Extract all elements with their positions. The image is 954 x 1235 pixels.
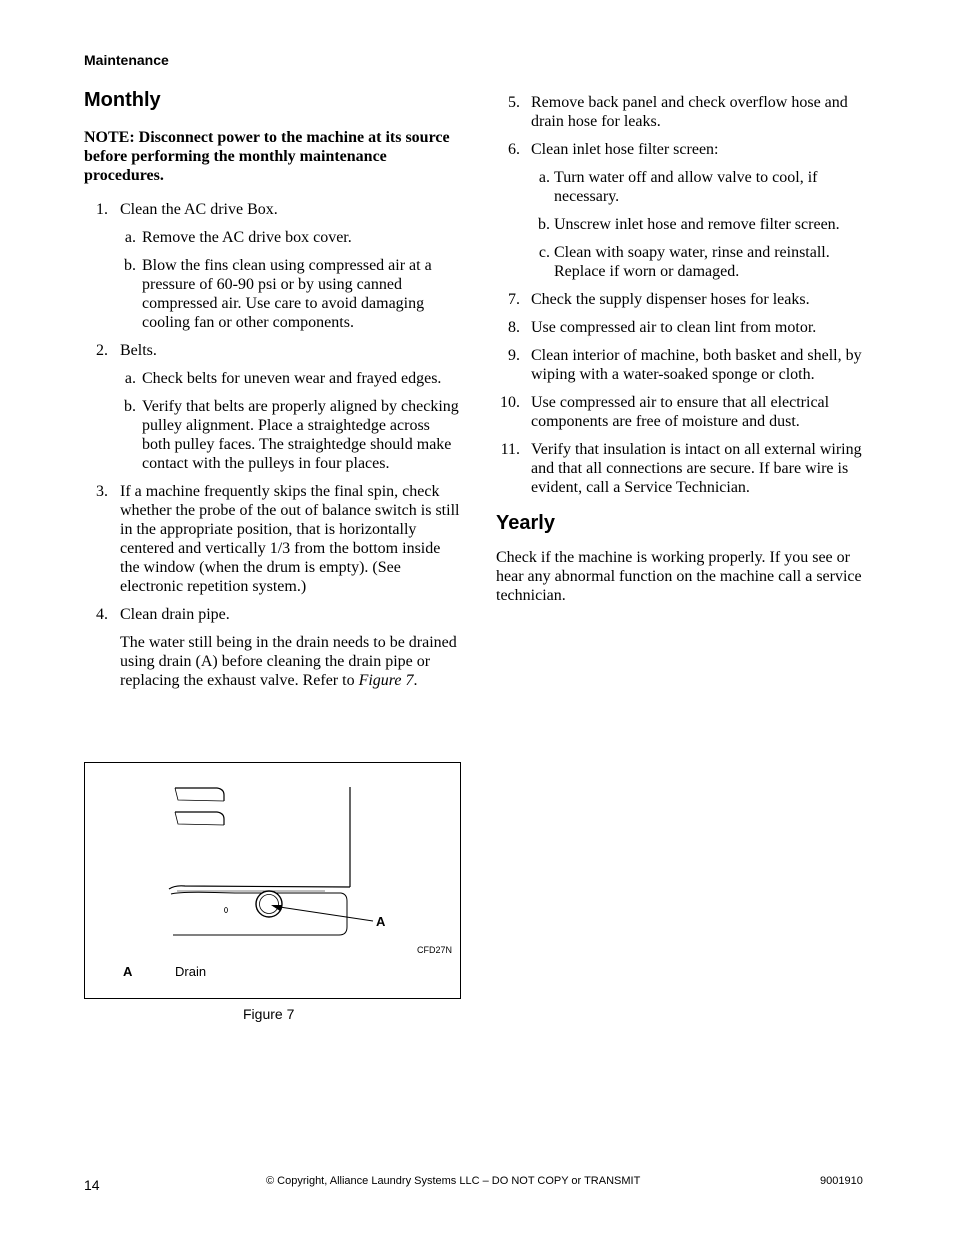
- copyright-notice: © Copyright, Alliance Laundry Systems LLC – DO NOT COPY or TRANSMIT: [266, 1175, 641, 1187]
- list-item: [496, 440, 874, 497]
- list-item: [496, 243, 874, 281]
- step-text: Verify that insulation is intact on all external wiring and that all connections are secure. If bare wire is evident, call a Service Technician.: [531, 441, 862, 496]
- list-item: [496, 93, 874, 131]
- step-number: 11.: [500, 441, 520, 458]
- substep-letter: a.: [538, 169, 550, 186]
- list-item: [496, 318, 874, 337]
- document-number: 9001910: [820, 1175, 863, 1187]
- substep-text: Blow the fins clean using compressed air at a pressure of 60-90 psi or by using canned compressed air. Use care to avoid damaging cooling fan or other components.: [142, 257, 432, 331]
- legend-key: A: [123, 964, 133, 979]
- list-item: [496, 346, 874, 384]
- substep-letter: b.: [124, 398, 136, 415]
- step-number: 4.: [96, 606, 108, 623]
- list-item: [84, 256, 460, 332]
- page-number: 14: [84, 1177, 100, 1193]
- step-text: Remove back panel and check overflow hose and drain hose for leaks.: [531, 94, 848, 130]
- left-column: [84, 88, 460, 699]
- list-item: [84, 482, 460, 596]
- list-item: [84, 397, 460, 473]
- list-item: [496, 215, 874, 234]
- step-text: Clean drain pipe.: [120, 606, 230, 623]
- step-text: Clean the AC drive Box.: [120, 201, 278, 218]
- figure-code: CFD27N: [416, 945, 452, 955]
- figure-reference: Figure 7: [358, 672, 414, 689]
- drain-instruction-text: The water still being in the drain needs to be drained using drain (A) before cleaning the drain pipe or replacing the exhaust valve. Refer to: [120, 634, 457, 689]
- yearly-heading: Yearly: [496, 512, 555, 534]
- drain-instruction-end: .: [413, 672, 418, 689]
- list-item: [496, 290, 874, 309]
- step-text: Clean interior of machine, both basket and shell, by wiping with a water-soaked sponge or cloth.: [531, 347, 862, 383]
- substep-text: Turn water off and allow valve to cool, if necessary.: [554, 169, 818, 205]
- step-text: Use compressed air to clean lint from motor.: [531, 319, 817, 336]
- substep-text: Verify that belts are properly aligned by checking pulley alignment. Place a straightedge across both pulley faces. The straightedge should make contact with the pulleys in four places.: [142, 398, 459, 472]
- substep-text: Unscrew inlet hose and remove filter screen.: [554, 216, 840, 233]
- drain-illustration: [85, 763, 460, 998]
- list-item: [84, 228, 460, 247]
- step-number: 7.: [508, 291, 520, 308]
- drain-instruction: [120, 633, 460, 690]
- substep-letter: b.: [124, 257, 136, 274]
- list-item: [84, 341, 460, 360]
- figure-callout-a: A: [376, 914, 386, 929]
- monthly-note: NOTE: Disconnect power to the machine at its source before performing the monthly maintenance procedures.: [84, 129, 450, 184]
- section-header: Maintenance: [84, 52, 169, 68]
- substep-letter: a.: [124, 229, 136, 246]
- substep-letter: c.: [538, 244, 550, 261]
- substep-text: Check belts for uneven wear and frayed edges.: [142, 370, 442, 387]
- step-number: 9.: [508, 347, 520, 364]
- step-text: Belts.: [120, 342, 157, 359]
- step-number: 5.: [508, 94, 520, 111]
- substep-letter: b.: [538, 216, 550, 233]
- monthly-heading: Monthly: [84, 89, 161, 111]
- step-text: Clean inlet hose filter screen:: [531, 141, 719, 158]
- substep-letter: a.: [124, 370, 136, 387]
- step-number: 2.: [96, 342, 108, 359]
- list-item: [496, 140, 874, 159]
- list-item: [84, 605, 460, 624]
- right-column: [496, 93, 874, 605]
- step-number: 1.: [96, 201, 108, 218]
- step-number: 8.: [508, 319, 520, 336]
- step-text: Use compressed air to ensure that all electrical components are free of moisture and dust.: [531, 394, 830, 430]
- step-text: If a machine frequently skips the final spin, check whether the probe of the out of balance switch is still in the appropriate position, that is horizontally centered and vertically 1/3 from the bottom inside the window (when the drum is empty). (See electronic repetition system.): [120, 483, 460, 595]
- step-number: 10.: [500, 394, 520, 411]
- substep-text: Clean with soapy water, rinse and reinstall. Replace if worn or damaged.: [554, 244, 830, 280]
- list-item: [84, 369, 460, 388]
- list-item: [84, 200, 460, 219]
- figure-7: [84, 762, 461, 999]
- substep-text: Remove the AC drive box cover.: [142, 229, 352, 246]
- list-item: [496, 168, 874, 206]
- yearly-text: Check if the machine is working properly. If you see or hear any abnormal function on the machine call a service technician.: [496, 549, 862, 604]
- list-item: [496, 393, 874, 431]
- figure-caption: Figure 7: [243, 1006, 295, 1022]
- legend-text: Drain: [175, 964, 207, 979]
- step-number: 3.: [96, 483, 108, 500]
- step-number: 6.: [508, 141, 520, 158]
- step-text: Check the supply dispenser hoses for leaks.: [531, 291, 810, 308]
